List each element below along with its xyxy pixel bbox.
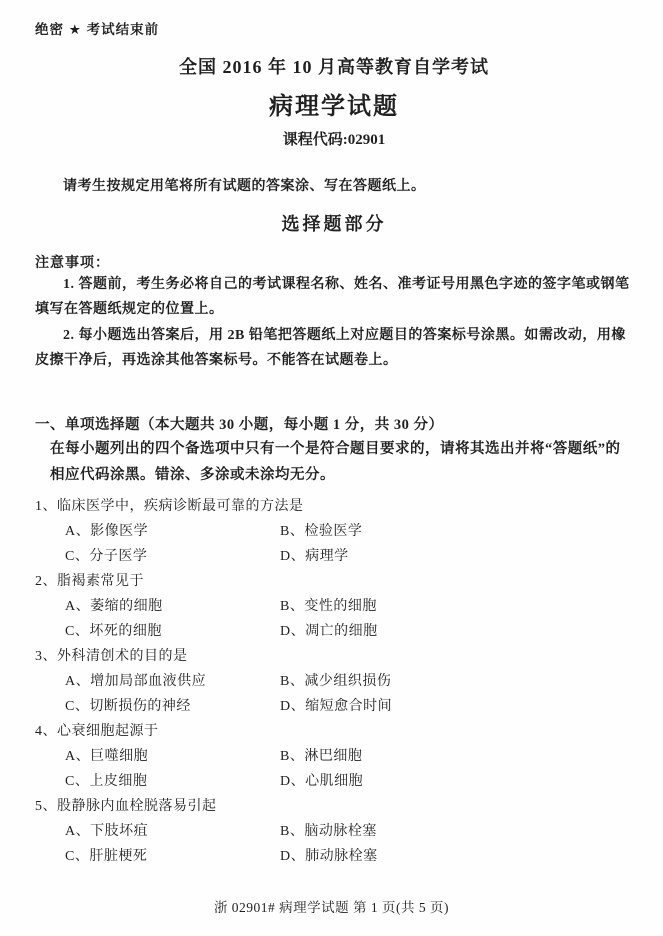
course-code: 课程代码:02901 xyxy=(282,132,386,148)
option-label: C、 xyxy=(65,624,90,639)
option-b xyxy=(280,594,633,619)
option-d xyxy=(280,544,633,569)
option-label: B、 xyxy=(280,674,305,689)
option-text: 检验医学 xyxy=(304,524,363,539)
option-text: 脑动脉栓塞 xyxy=(304,824,377,839)
option-label: B、 xyxy=(280,749,305,764)
option-text: 增加局部血液供应 xyxy=(90,674,207,689)
option-c xyxy=(65,769,280,794)
question-number: 4、 xyxy=(35,724,57,739)
notes-heading: 注意事项： xyxy=(35,256,110,271)
option-b xyxy=(280,819,633,844)
option-text: 坏死的细胞 xyxy=(89,624,162,639)
option-label: D、 xyxy=(280,624,306,639)
option-d xyxy=(280,619,633,644)
note-item-2: 2. 每小题选出答案后，用 2B 铅笔把答题纸上对应题目的答案标号涂黑。如需改动，用橡皮擦干净后，再选涂其他答案标号。不能答在试题卷上。 xyxy=(35,328,626,368)
option-a xyxy=(65,744,280,769)
option-text: 凋亡的细胞 xyxy=(305,624,378,639)
question-stem-row xyxy=(35,794,633,819)
question-1 xyxy=(35,494,633,569)
question-stem-row xyxy=(35,494,633,519)
part-one-heading: 一、单项选择题（本大题共 30 小题，每小题 1 分，共 30 分） xyxy=(35,417,444,433)
option-label: C、 xyxy=(65,849,90,864)
question-options xyxy=(65,519,633,569)
option-text: 分子医学 xyxy=(89,549,148,564)
option-b xyxy=(280,669,633,694)
option-a xyxy=(65,819,280,844)
question-stem: 股静脉内血栓脱落易引起 xyxy=(57,799,217,814)
option-label: D、 xyxy=(280,699,306,714)
option-c xyxy=(65,844,280,869)
option-c xyxy=(65,619,280,644)
option-label: C、 xyxy=(65,774,90,789)
page-footer: 浙 02901# 病理学试题 第 1 页(共 5 页) xyxy=(213,900,450,915)
question-number: 2、 xyxy=(35,574,57,589)
question-number: 1、 xyxy=(35,499,57,514)
question-options xyxy=(65,744,633,794)
option-label: A、 xyxy=(65,524,91,539)
option-label: A、 xyxy=(65,599,91,614)
option-label: D、 xyxy=(280,849,306,864)
option-label: B、 xyxy=(280,524,305,539)
question-2 xyxy=(35,569,633,644)
candidate-instruction: 请考生按规定用笔将所有试题的答案涂、写在答题纸上。 xyxy=(63,179,426,194)
option-d xyxy=(280,769,633,794)
option-label: A、 xyxy=(65,749,91,764)
paper-title: 病理学试题 xyxy=(269,94,399,120)
option-label: D、 xyxy=(280,549,306,564)
question-options xyxy=(65,594,633,644)
option-label: C、 xyxy=(65,549,90,564)
option-c xyxy=(65,694,280,719)
question-stem-row xyxy=(35,719,633,744)
option-label: A、 xyxy=(65,824,91,839)
option-text: 肺动脉栓塞 xyxy=(305,849,378,864)
question-number: 3、 xyxy=(35,649,57,664)
option-text: 巨噬细胞 xyxy=(90,749,149,764)
option-text: 病理学 xyxy=(305,549,349,564)
option-label: C、 xyxy=(65,699,90,714)
question-stem-row xyxy=(35,644,633,669)
question-options xyxy=(65,819,633,869)
exam-title: 全国 2016 年 10 月高等教育自学考试 xyxy=(179,57,489,77)
question-number: 5、 xyxy=(35,799,57,814)
note-item-1: 1. 答题前，考生务必将自己的考试课程名称、姓名、准考证号用黑色字迹的签字笔或钢笔填写在答题纸规定的位置上。 xyxy=(35,277,630,317)
option-c xyxy=(65,544,280,569)
option-text: 影像医学 xyxy=(90,524,149,539)
option-text: 萎缩的细胞 xyxy=(90,599,163,614)
question-3 xyxy=(35,644,633,719)
option-text: 淋巴细胞 xyxy=(304,749,363,764)
option-a xyxy=(65,594,280,619)
option-text: 变性的细胞 xyxy=(304,599,377,614)
question-stem: 外科清创术的目的是 xyxy=(57,649,188,664)
option-label: A、 xyxy=(65,674,91,689)
question-stem-row xyxy=(35,569,633,594)
option-label: D、 xyxy=(280,774,306,789)
option-d xyxy=(280,694,633,719)
security-marking: 绝密 ★ 考试结束前 xyxy=(35,22,160,37)
section-title: 选择题部分 xyxy=(281,214,387,234)
option-text: 上皮细胞 xyxy=(89,774,148,789)
option-d xyxy=(280,844,633,869)
question-stem: 临床医学中，疾病诊断最可靠的方法是 xyxy=(57,499,304,514)
option-b xyxy=(280,519,633,544)
question-stem: 心衰细胞起源于 xyxy=(57,724,159,739)
option-b xyxy=(280,744,633,769)
option-text: 切断损伤的神经 xyxy=(89,699,191,714)
question-4 xyxy=(35,719,633,794)
question-stem: 脂褐素常见于 xyxy=(57,574,144,589)
option-text: 缩短愈合时间 xyxy=(305,699,393,714)
option-text: 减少组织损伤 xyxy=(304,674,392,689)
option-a xyxy=(65,519,280,544)
question-5 xyxy=(35,794,633,869)
option-text: 肝脏梗死 xyxy=(89,849,148,864)
option-label: B、 xyxy=(280,824,305,839)
part-one-instruction: 在每小题列出的四个备选项中只有一个是符合题目要求的，请将其选出并将“答题纸”的相应代码涂黑。错涂、多涂或未涂均无分。 xyxy=(50,441,621,483)
option-text: 下肢坏疽 xyxy=(90,824,149,839)
option-label: B、 xyxy=(280,599,305,614)
question-list xyxy=(35,494,633,869)
option-text: 心肌细胞 xyxy=(305,774,364,789)
question-options xyxy=(65,669,633,719)
option-a xyxy=(65,669,280,694)
